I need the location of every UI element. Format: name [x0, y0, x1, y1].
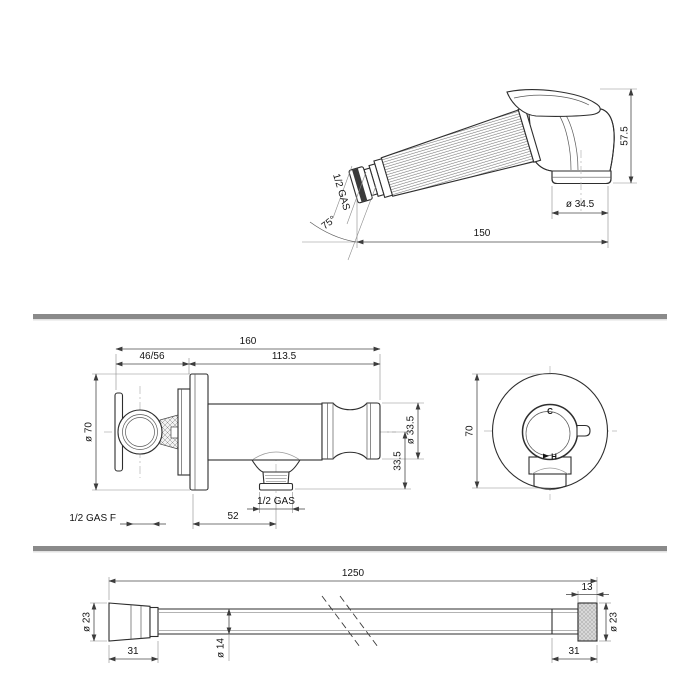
hose-drawing [82, 568, 620, 663]
hose-nut [578, 603, 597, 641]
hot-indicator: H [551, 452, 557, 462]
dim-valve-outlet-offset: 52 [227, 511, 239, 522]
dim-hose-left-length: 31 [127, 646, 139, 657]
dim-handset-height: 57.5 [619, 126, 631, 146]
dim-valve-inlet-thread: 1/2 GAS F [69, 513, 116, 524]
dim-hose-right-length: 31 [568, 646, 580, 657]
dim-valve-plate-diameter: ø 70 [83, 421, 95, 443]
valve-body [208, 404, 322, 460]
dim-handset-inlet-thread: 1/2 GAS [330, 172, 352, 212]
cold-indicator: C [547, 407, 553, 416]
outlet-nipple [263, 472, 289, 484]
dim-valve-knob-diameter: ø 33.5 [405, 415, 417, 445]
wall-plate-inner [178, 389, 190, 475]
ribbed-grip [379, 110, 533, 203]
dim-hose-left-diameter: ø 23 [81, 611, 93, 633]
hose-left-fitting [109, 603, 150, 641]
handset-holder-ring [118, 410, 162, 454]
valve-side-view [69, 336, 424, 529]
dim-front-plate-diameter: 70 [464, 425, 476, 437]
dim-handset-head-diameter: ø 34.5 [565, 199, 595, 210]
dim-handset-length: 150 [473, 228, 491, 239]
valve-front-view [465, 366, 617, 500]
handset-drawing [302, 89, 637, 260]
dim-valve-total-depth: 160 [239, 336, 257, 347]
wall-rosette [190, 374, 208, 490]
handset-head [529, 109, 614, 184]
section-divider-1 [33, 314, 667, 320]
break-marks [322, 596, 378, 647]
dim-hose-length: 1250 [341, 568, 365, 579]
dim-handset-angle: 75° [319, 214, 339, 233]
handset-handle [346, 107, 541, 213]
valve-knob [322, 403, 380, 459]
dim-valve-outlet-thread: 1/2 GAS [257, 496, 295, 507]
dim-hose-tube-diameter: ø 14 [215, 637, 227, 659]
knob-tab [577, 426, 590, 437]
dim-valve-body-length: 113.5 [271, 351, 297, 362]
dim-valve-outlet-drop: 33.5 [392, 451, 404, 471]
section-divider-2 [33, 546, 667, 552]
dim-valve-wall-range: 46/56 [139, 351, 165, 362]
dim-hose-nut-width: 13 [581, 582, 593, 593]
dim-hose-right-diameter: ø 23 [608, 611, 620, 633]
